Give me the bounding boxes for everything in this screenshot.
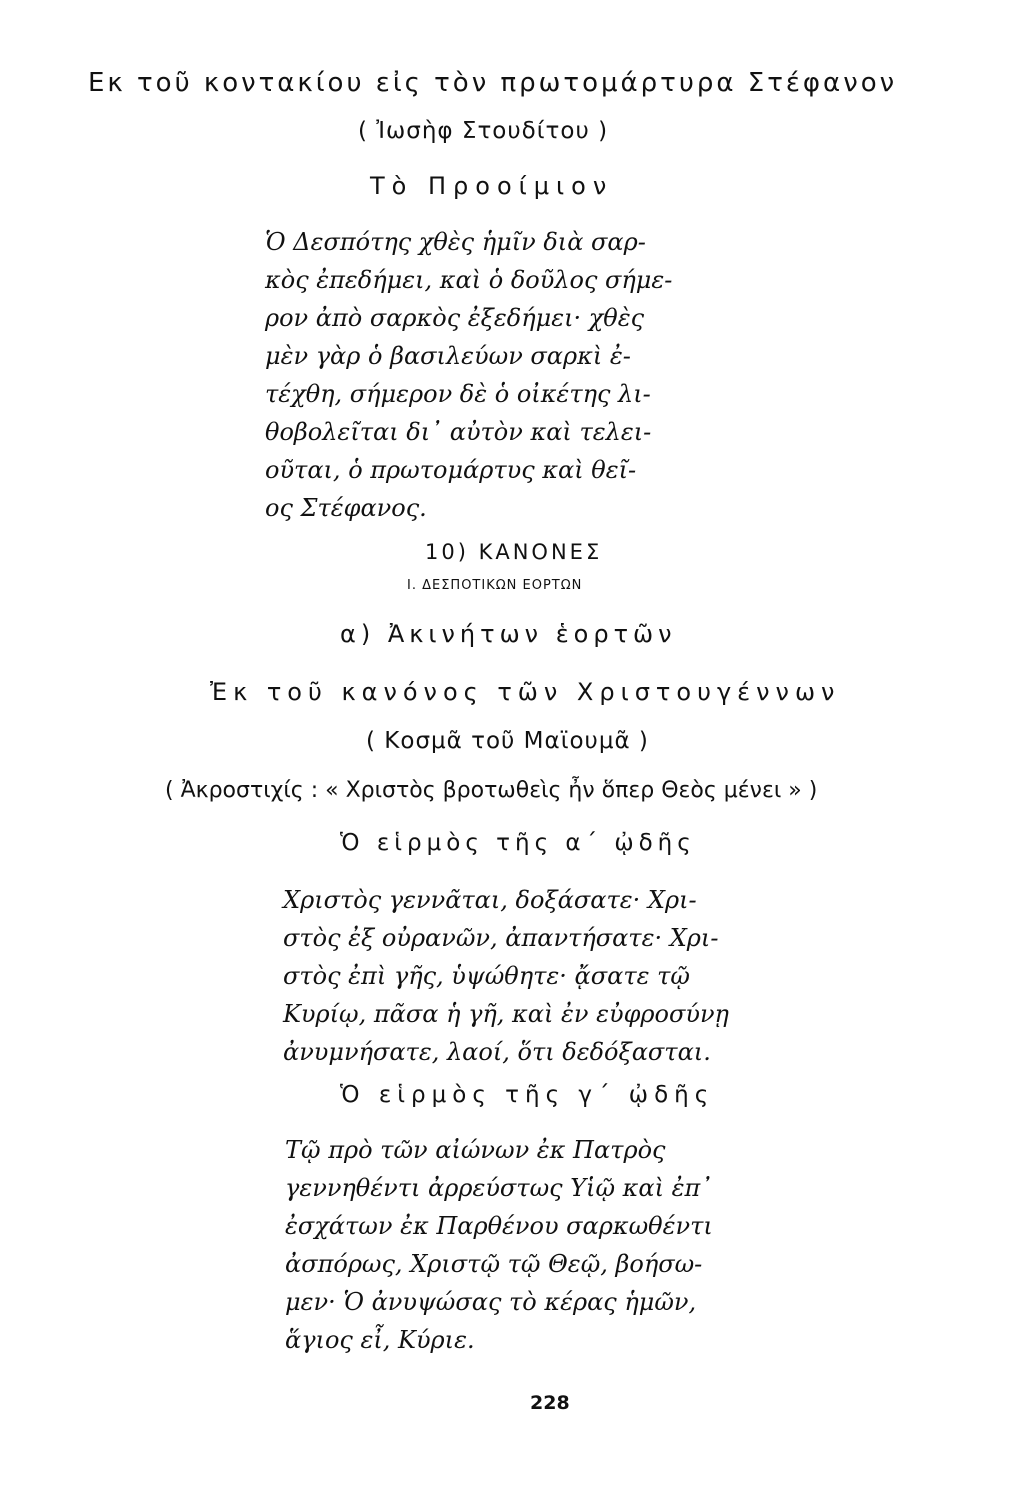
canon-author: ( Κοσμᾶ τοῦ Μαϊουμᾶ )	[366, 728, 649, 754]
heirmos-line: στὸς ἐπὶ γῆς, ὑψώθητε· ᾄσατε τῷ	[283, 962, 690, 990]
heirmos-line: στὸς ἐξ οὐρανῶν, ἀπαντήσατε· Χρι-	[283, 924, 719, 952]
acrostic-line: ( Ἀκροστιχίς : « Χριστὸς βροτωθεὶς ἦν ὅπερ Θεὸς μένει » )	[165, 778, 818, 803]
prooimion-title: Τὸ Προοίμιον	[370, 172, 614, 200]
prooimion-line: ος Στέφανος.	[265, 494, 427, 522]
heirmos-line: ἅγιος εἶ, Κύριε.	[285, 1326, 475, 1354]
despotic-feasts-heading: I. ΔΕΣΠΟΤΙΚΩΝ ΕΟΡΤΩΝ	[407, 578, 583, 593]
heirmos-line: ἀσπόρως, Χριστῷ τῷ Θεῷ, βοήσω-	[285, 1250, 703, 1278]
prooimion-line: οῦται, ὁ πρωτομάρτυς καὶ θεῖ-	[265, 456, 637, 484]
heirmos-ode-1-title: Ὁ εἱρμὸς τῆς α΄ ᾠδῆς	[340, 830, 696, 856]
canones-heading: 10) ΚΑΝΟΝΕΣ	[425, 540, 603, 564]
canon-title: Ἐκ τοῦ κανόνος τῶν Χριστουγέννων	[210, 678, 841, 706]
prooimion-line: κὸς ἐπεδήμει, καὶ ὁ δοῦλος σήμε-	[265, 266, 673, 294]
prooimion-line: θοβολεῖται δι᾿ αὐτὸν καὶ τελει-	[265, 418, 652, 446]
prooimion-line: μὲν γὰρ ὁ βασιλεύων σαρκὶ ἐ-	[265, 342, 631, 370]
prooimion-line: ρον ἀπὸ σαρκὸς ἐξεδήμει· χθὲς	[265, 304, 645, 332]
heirmos-line: γεννηθέντι ἀρρεύστως Υἱῷ καὶ ἐπ᾿	[285, 1174, 713, 1202]
heirmos-line: ἀνυμνήσατε, λαοί, ὅτι δεδόξασται.	[283, 1038, 711, 1066]
heirmos-line: ἐσχάτων ἐκ Παρθένου σαρκωθέντι	[285, 1212, 713, 1240]
heirmos-line: Κυρίῳ, πᾶσα ἡ γῆ, καὶ ἐν εὐφροσύνῃ	[283, 1000, 729, 1028]
heirmos-line: μεν· Ὁ ἀνυψώσας τὸ κέρας ἡμῶν,	[285, 1288, 697, 1316]
immovable-feasts-heading: α) Ἀκινήτων ἑορτῶν	[340, 620, 677, 648]
kontakion-heading: Εκ τοῦ κοντακίου εἰς τὸν πρωτομάρτυρα Στέφανον	[88, 68, 898, 98]
page-number: 228	[530, 1392, 570, 1414]
heirmos-line: Τῷ πρὸ τῶν αἰώνων ἐκ Πατρὸς	[285, 1136, 666, 1164]
heirmos-ode-3-title: Ὁ εἱρμὸς τῆς γ΄ ᾠδῆς	[340, 1082, 715, 1108]
kontakion-author: ( Ἰωσὴφ Στουδίτου )	[358, 118, 609, 144]
heirmos-line: Χριστὸς γεννᾶται, δοξάσατε· Χρι-	[283, 886, 697, 914]
prooimion-line: Ὁ Δεσπότης χθὲς ἡμῖν διὰ σαρ-	[265, 228, 646, 256]
prooimion-line: τέχθη, σήμερον δὲ ὁ οἰκέτης λι-	[265, 380, 651, 408]
bleed-through-texture	[100, 40, 960, 480]
